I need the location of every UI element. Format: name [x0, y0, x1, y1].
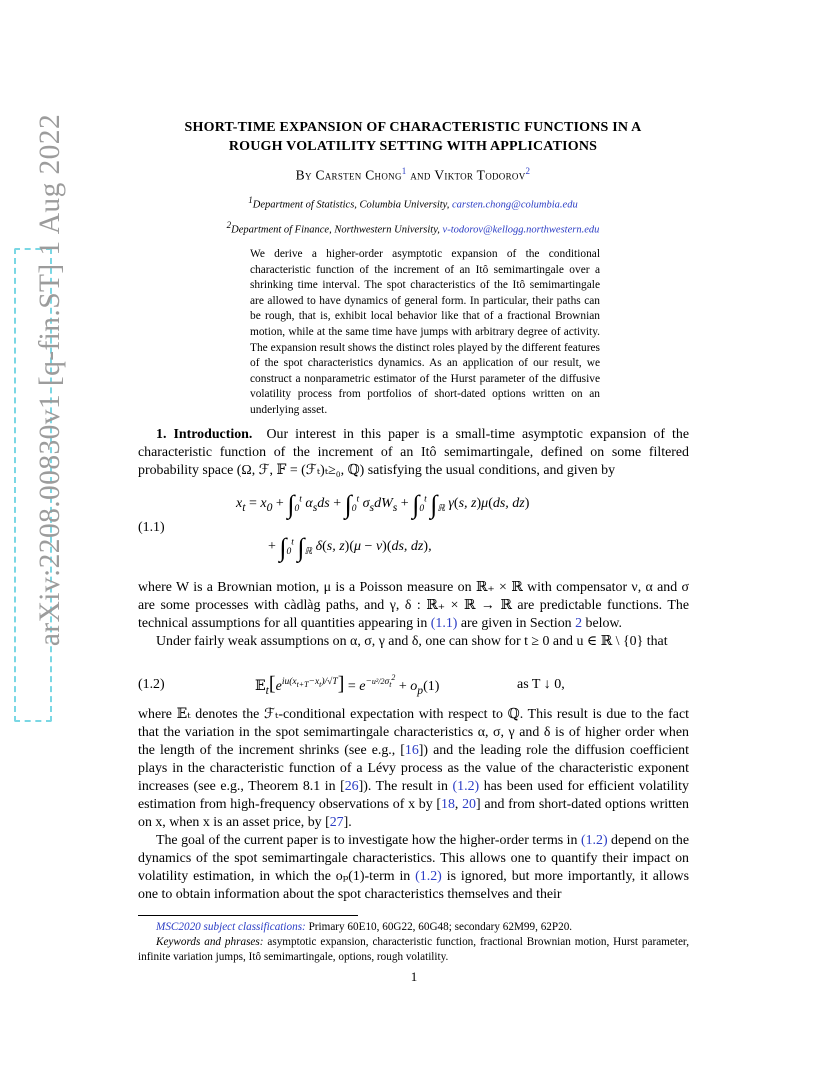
footnote-keywords — [138, 935, 689, 965]
footnote-msc-text: Primary 60E10, 60G22, 60G48; secondary 62M99, 62P20. — [305, 921, 573, 933]
paragraph-3: where 𝔼ₜ denotes the ℱₜ-conditional expectation with respect to ℚ. This result is due to the fact that the variation in the spot semimartingale characteristics α, σ, γ and δ is of higher order when the length of the increment shrinks (see e.g., [16]) and the leading role the diffusion coefficient plays in the characteristic function of a Lévy process as the value of the characteristic exponent increases (see e.g., Theorem 8.1 in [26]). The result in (1.2) has been used for efficient volatility estimation from high-frequency observations of x by [18, 20] and from short-dated options written on x, when x is an asset price, by [27]. The goal of the current paper is to investigate how the higher-order terms in (1.2) depend on the dynamics of the spot semimartingale characteristics. This allows one to quantify their impact on volatility estimation, in which the oₚ(1)-term in (1.2) is ignored, but more importantly, it allows one to obtain information about the spot characteristics themselves and their — [138, 707, 690, 902]
author-2: Viktor Todorov — [434, 167, 526, 183]
affiliation-2-text: Department of Finance, Northwestern University, — [231, 224, 443, 236]
author-1: Carsten Chong — [315, 167, 402, 183]
after-eq1-text-a: where W is a Brownian motion, μ is a Poisson measure on ℝ₊ × ℝ with compensator ν, α and σ are some processes with càdlàg paths, and γ, δ : ℝ₊ × ℝ → ℝ are predictable functions. The technical assumptions for all quantities appearing in — [138, 580, 689, 631]
ref-eq-1-2-c[interactable]: (1.2) — [415, 869, 442, 884]
ref-eq-1-2-a[interactable]: (1.2) — [452, 779, 480, 794]
affiliation-2-sup: 2 — [226, 220, 232, 230]
p4-text-c: is ignored, but more importantly, it allows one to obtain information about the spot characteristics themselves and their — [138, 869, 689, 902]
ref-18[interactable]: 18 — [441, 797, 455, 812]
footnote-keywords-text: asymptotic expansion, characteristic function, fractional Brownian motion, Hurst parameter, infinite variation jumps, Itô semimartingale, options, rough volatility. — [138, 936, 689, 963]
keywords-label: Keywords and phrases: — [156, 936, 264, 948]
after-eq1-text-c: below. — [582, 616, 623, 631]
paragraph-after-eq1 — [138, 579, 689, 651]
before-eq2-text: Under fairly weak assumptions on α, σ, γ and δ, one can show for t ≥ 0 and u ∈ ℝ \ {0} that — [156, 634, 668, 649]
ref-26[interactable]: 26 — [344, 779, 359, 794]
affiliation-1-sup: 1 — [248, 195, 253, 205]
title-line-2: ROUGH VOLATILITY SETTING WITH APPLICATIONS — [228, 139, 598, 154]
email-link-2[interactable]: v-todorov@kellogg.northwestern.edu — [442, 224, 600, 236]
ref-eq-1-2-b[interactable]: (1.2) — [580, 833, 608, 848]
ref-20[interactable]: 20 — [462, 797, 476, 812]
abstract-text: We derive a higher-order asymptotic expansion of the conditional characteristic function of the increment of an Itô semimartingale over a shrinking time interval. The spot characteristics of the Itô semimartingale are allowed to have dynamics of general form. In particular, their paths can be rough, that is, exhibit local behavior like that of a fractional Brownian motion, while at the same time have jumps with arbitrary degree of activity. The expansion result shows the distinct roles played by the different features of the spot characteristics dynamics. As an application of our result, we construct a nonparametric estimator of the Hurst parameter of the diffusive volatility process from portfolios of short-dated options written on an underlying asset. — [250, 248, 600, 416]
by-label: By — [295, 167, 312, 183]
arxiv-stamp: arXiv:2208.00830v1 [q-fin.ST] 1 Aug 2022 — [34, 113, 66, 647]
p4-text-b: depend on the dynamics of the spot semimartingale characteristics. This allows one to quantify their impact on volatility estimation, in which the oₚ(1)-term in — [138, 833, 690, 884]
affiliation-1-text: Department of Statistics, Columbia University, — [252, 199, 452, 211]
ref-16[interactable]: 16 — [404, 743, 419, 758]
p4-text-a: The goal of the current paper is to investigate how the higher-order terms in — [156, 833, 581, 848]
intro-p1-text: Our interest in this paper is a small-time asymptotic expansion of the characteristic function of the increment of an Itô semimartingale, defined on some filtered probability space (Ω, ℱ, 𝔽 = (ℱₜ)ₜ≥₀, ℚ) satisfying the usual conditions, and given by — [138, 427, 689, 478]
affiliation-1 — [138, 195, 688, 211]
abstract — [228, 247, 600, 419]
msc-link[interactable]: MSC2020 subject classifications: — [156, 921, 306, 933]
page-number: 1 — [410, 969, 418, 984]
author-1-sup[interactable]: 1 — [401, 166, 407, 176]
p3-text-c: ]). The result in — [358, 779, 453, 794]
after-eq1-text-b: are given in Section — [457, 616, 576, 631]
p3-text-f: ]. — [343, 815, 352, 830]
p3-text-a: where 𝔼ₜ denotes the ℱₜ-conditional expectation with respect to ℚ. This result is due to the fact that the variation in the spot semimartingale characteristics α, σ, γ and δ is of higher order when the length of the increment shrinks (see e.g., [ — [138, 707, 689, 758]
eq-number-1-2: (1.2) — [138, 677, 165, 692]
section-heading: 1. Introduction. — [156, 427, 253, 442]
footnote-msc — [138, 920, 689, 935]
and-label: and — [410, 167, 431, 183]
p3-text-b: ]) and the leading role the diffusion coefficient plays in the characteristic function of a Lévy process as the value of the characteristic exponent increases (see e.g., Theorem 8.1 in [ — [138, 743, 689, 794]
p3-text-e: ] and from short-dated options written on x, when x is an asset price, by [ — [138, 797, 689, 830]
equation-1-2: $𝔼_t[e^{iu(x_{t+T}-x_t)/√T}] = e^{-u^2/2\sigma_t^2} + o_p(1)$ — [255, 673, 440, 697]
email-link-1[interactable]: carsten.chong@columbia.edu — [451, 199, 578, 211]
paragraph-4 — [138, 832, 689, 904]
equation-1-2-condition: as T ↓ 0, — [517, 677, 565, 692]
paper-title — [138, 118, 688, 156]
ref-27[interactable]: 27 — [329, 815, 344, 830]
equation-1-1-line-1: $x_t = x_0 + \int_0^t$ $\alpha_sds + \int_0^t$ $\sigma_sdW_s + \int_0^t$ $\int_ℝ$ γ(s, z)μ(ds, dz) — [236, 490, 530, 519]
ref-eq-1-1[interactable]: (1.1) — [430, 616, 458, 631]
equation-1-1-line-2: + $\int_0^t$ $\int_ℝ$ δ(s, z)(μ − ν)(ds, dz), — [268, 533, 432, 562]
intro-paragraph-1 — [138, 426, 689, 480]
authors — [138, 166, 688, 184]
ref-section-2[interactable]: 2 — [575, 616, 583, 631]
footnote-rule — [138, 915, 358, 916]
affiliation-2 — [138, 220, 688, 236]
eq-number-1-1: (1.1) — [138, 520, 165, 535]
title-line-1: SHORT-TIME EXPANSION OF CHARACTERISTIC FUNCTIONS IN A — [184, 120, 642, 135]
p3-text-d: has been used for efficient volatility estimation from high-frequency observations of x by [ — [138, 779, 689, 812]
author-2-sup[interactable]: 2 — [525, 166, 531, 176]
